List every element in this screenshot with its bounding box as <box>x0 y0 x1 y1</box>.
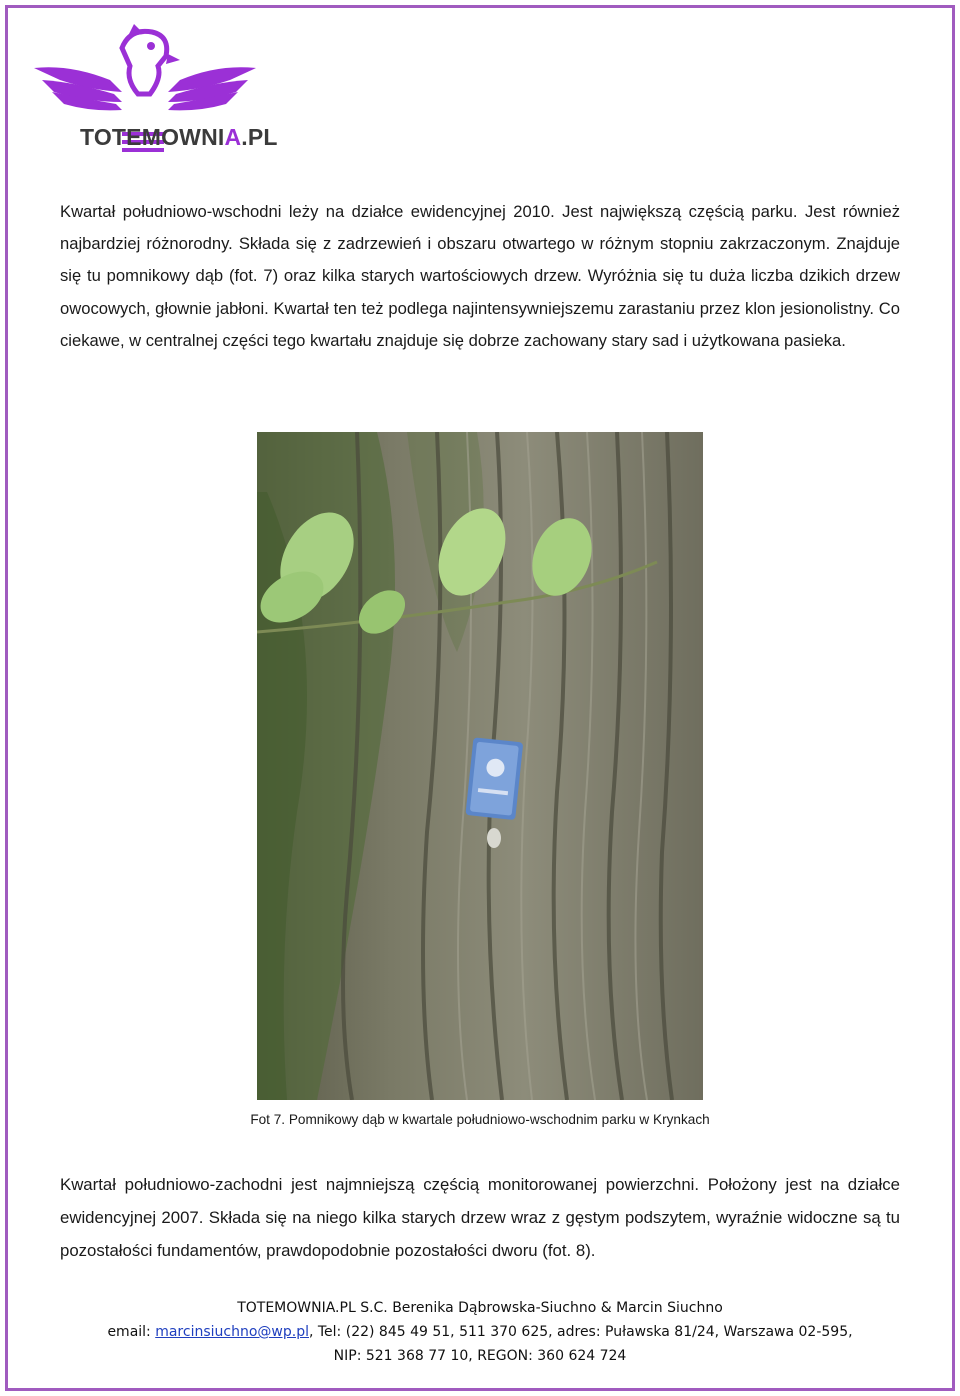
oak-tree-photo <box>257 432 703 1100</box>
footer-contact-rest: , Tel: (22) 845 49 51, 511 370 625, adres: Puławska 81/24, Warszawa 02-595, <box>308 1324 853 1340</box>
footer-contact-line <box>0 1324 960 1340</box>
footer-email-label: email: <box>107 1324 156 1340</box>
footer-email-link[interactable]: marcinsiuchno@wp.pl <box>155 1324 309 1340</box>
footer-registration-line: NIP: 521 368 77 10, REGON: 360 624 724 <box>333 1348 627 1364</box>
oak-tree-bark-icon <box>257 432 703 1100</box>
totemownia-logo <box>30 20 278 160</box>
logo-wordmark: TOTEMOWNIA.PL <box>80 124 278 150</box>
photo-caption: Fot 7. Pomnikowy dąb w kwartale południowo-wschodnim parku w Krynkach <box>250 1112 710 1127</box>
paragraph-south-west: Kwartał południowo-zachodni jest najmniejszą częścią monitorowanej powierzchni. Położony jest na działce ewidencyjnej 2007. Składa się na niego kilka starych drzew wraz z gęstym podszytem, wyraźnie widoczne są tu pozostałości fundamentów, prawdopodobnie pozostałości dworu (fot. 8). <box>60 1175 900 1260</box>
paragraph-south-east: Kwartał południowo-wschodni leży na działce ewidencyjnej 2010. Jest największą częścią parku. Jest również najbardziej różnorodny. Składa się z zadrzewień i obszaru otwartego w różnym stopniu zakrzaczonym. Znajduje się tu pomnikowy dąb (fot. 7) oraz kilka starych wartościowych drzew. Wyróżnia się tu duża liczba dzikich drzew owocowych, głownie jabłoni. Kwartał ten też podlega najintensywniejszemu zarastaniu przez klon jesionolistny. Co ciekawe, w centralnej części tego kwartału znajduje się dobrze zachowany stary sad i użytkowana pasieka. <box>60 202 900 350</box>
footer-company-line: TOTEMOWNIA.PL S.C. Berenika Dąbrowska-Siuchno & Marcin Siuchno <box>237 1300 723 1316</box>
